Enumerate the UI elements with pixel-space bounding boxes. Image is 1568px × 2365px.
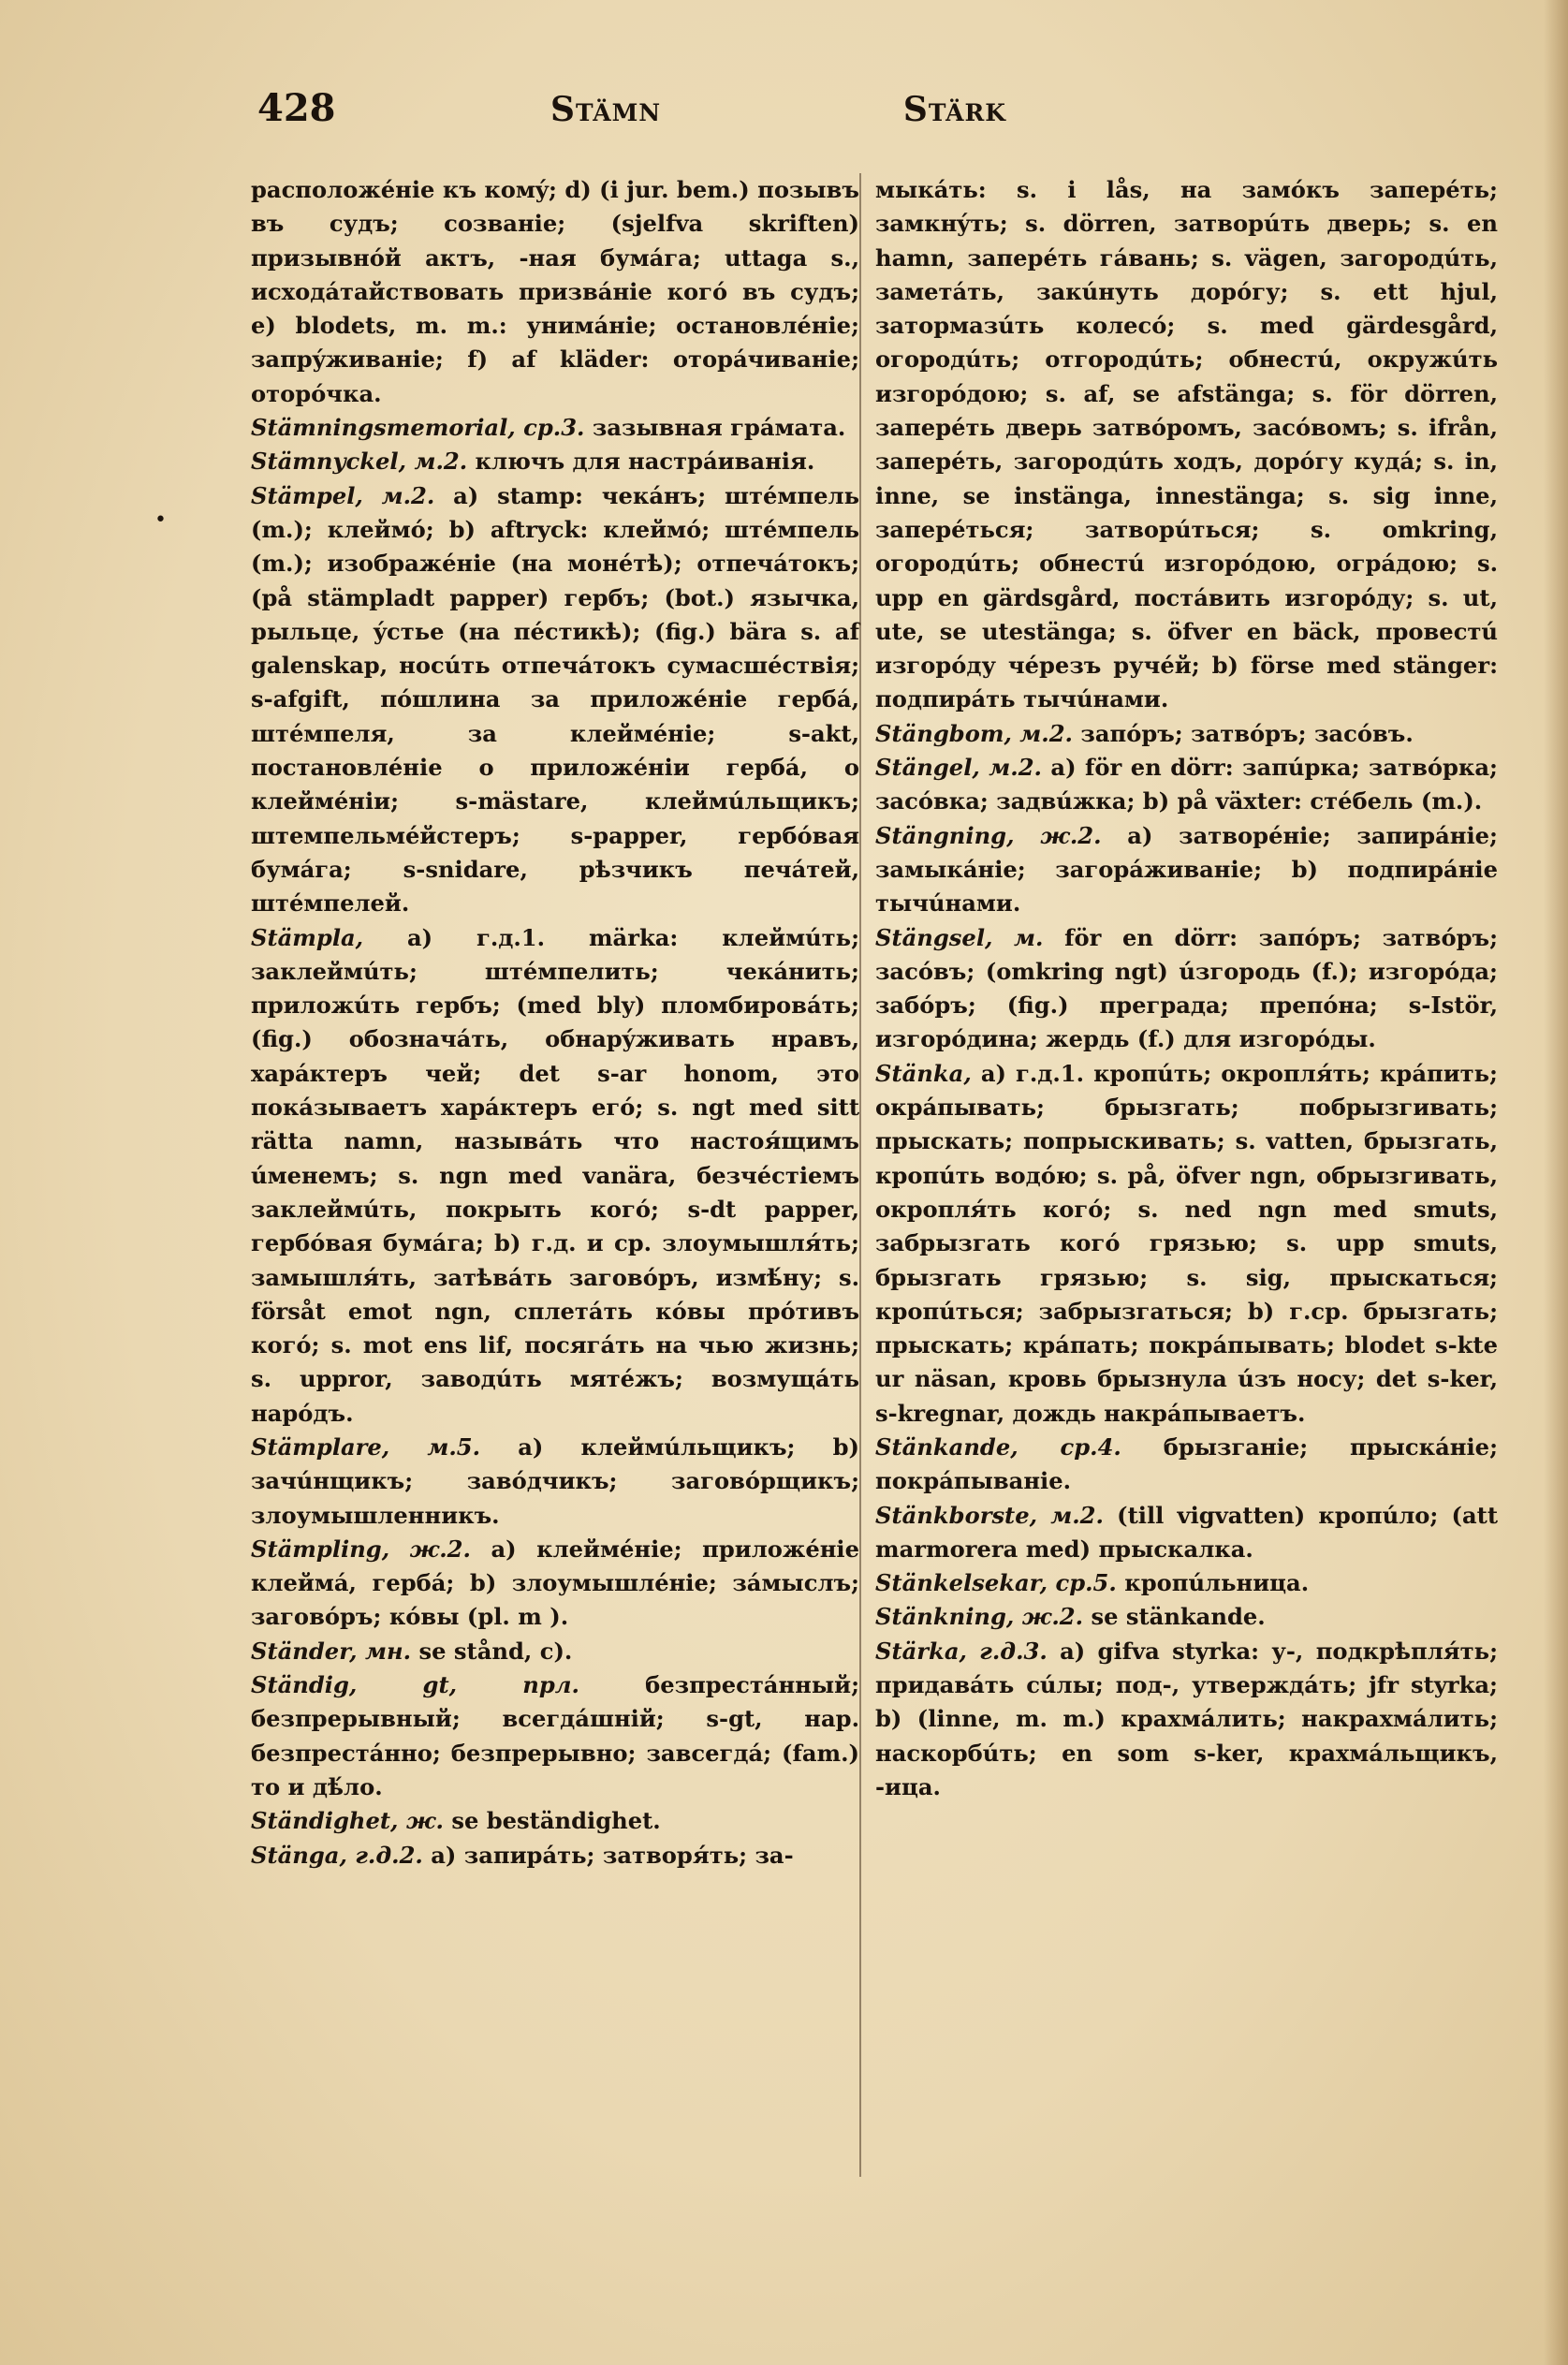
right-column [875, 173, 1498, 1804]
dictionary-entry [251, 921, 859, 1431]
entry-headword: Ständer, мн. [251, 1637, 412, 1665]
entry-headword: Stämnyckel, м.2. [251, 448, 468, 476]
entry-definition: ключъ для настрáиванія. [467, 448, 815, 476]
entry-headword: Stängel, м.2. [875, 754, 1042, 782]
dictionary-entry [875, 819, 1498, 921]
entry-definition: брызганіе; прыскáніе; покрáпываніе. [875, 1432, 1498, 1495]
entry-headword: Ständig, gt, прл. [251, 1671, 579, 1699]
entry-headword: Stämningsmemorial, ср.3. [251, 414, 585, 442]
dictionary-entry [251, 1635, 859, 1668]
dictionary-entry [875, 173, 1498, 717]
entry-definition: a) stamp: чекáнъ; штéмпель (m.); клеймó; b) aftryck: клеймó; штéмпель (m.); изображéніе (на монéтѣ); отпечáтокъ; (på stämpladt papper) гербъ; (bot.) язычка, рыльце, ýстье (на пéстикѣ); (fig.) bära s. af galenskap, носúть отпечáтокъ сумасшéствія; s-afgift, пóшлина за приложéніе гербá, штéмпеля, за клеймéніе; s-akt, постановлéніе о приложéніи гербá, о клеймéніи; s-mästare, клеймúльщикъ; штемпельмéйстеръ; s-papper, гербóвая бумáга; s-snidare, рѣзчикъ печáтей, штéмпелей. [251, 481, 859, 918]
dictionary-entry [875, 1566, 1498, 1600]
entry-definition: (till vigvatten) кропúло; (att marmorera med) прыскалка. [875, 1501, 1499, 1563]
entry-headword: Stämpling, ж.2. [251, 1535, 471, 1563]
entry-definition: a) клеймúльщикъ; b) зачúнщикъ; завóдчикъ; заговóрщикъ; злоумышленникъ. [251, 1432, 859, 1529]
entry-headword: Stängbom, м.2. [875, 719, 1073, 747]
dictionary-entry [875, 1499, 1498, 1567]
entry-headword: Stämpel, м.2. [251, 481, 435, 509]
entry-headword: Stämpla, [251, 923, 364, 951]
entry-definition: se stänkande. [1083, 1603, 1266, 1631]
dictionary-entry [251, 1431, 859, 1533]
page-header [253, 86, 1315, 142]
running-head-left: Stämn [550, 90, 662, 129]
dictionary-entry [875, 1600, 1498, 1634]
entry-definition: запóръ; затвóръ; засóвъ. [1072, 719, 1414, 747]
entry-headword: Stängsel, м. [875, 923, 1044, 951]
entry-headword: Stänkande, ср.4. [875, 1432, 1121, 1461]
dictionary-entry [251, 173, 859, 411]
dictionary-entry [251, 445, 859, 478]
dictionary-entry [875, 717, 1498, 751]
dictionary-entry [875, 1057, 1498, 1431]
left-column [251, 173, 859, 1873]
column-divider [859, 173, 861, 2177]
entry-definition: безпрестáнный; безпрерывный; всегдáшній; s-gt, нар. безпрестáнно; безпрерывно; завсегдá; (fam.) то и дѣ́ло. [251, 1671, 859, 1800]
entry-headword: Ständighet, ж. [251, 1807, 444, 1835]
dictionary-entry [251, 411, 859, 445]
entry-headword: Stämplare, м.5. [251, 1432, 481, 1461]
entry-definition: a) för en dörr: запúрка; затвóрка; засóвка; задвúжка; b) på växter: стéбель (m.). [875, 754, 1498, 815]
entry-headword: Stänga, г.д.2. [251, 1841, 423, 1869]
entry-definition: a) запирáть; затворя́ть; за- [422, 1841, 794, 1869]
entry-definition: расположéніе къ комý; d) (i jur. bem.) позывъ въ судъ; созваніе; (sjelfva skriften) призывнóй актъ, -ная бумáга; uttaga s., исходáтайствовать призвáніе когó въ судъ; e) blodets, m. m.: унимáніе; остановлéніе; запрýживаніе; f) af kläder: оторáчиваніе; оторóчка. [251, 176, 859, 407]
entry-definition: se beständighet. [443, 1807, 661, 1835]
entry-headword: Stänka, [875, 1059, 972, 1087]
entry-definition: a) клеймéніе; приложéніе клеймá, гербá; b) злоумышлéніе; зáмыслъ; заговóръ; кóвы (pl. m ). [251, 1535, 859, 1631]
dictionary-entry [251, 479, 859, 921]
entry-headword: Stänkborste, м.2. [875, 1501, 1104, 1529]
entry-definition: зазывная грáмата. [584, 414, 846, 442]
dictionary-entry [251, 1839, 859, 1873]
entry-headword: Stängning, ж.2. [875, 821, 1102, 849]
entry-definition: кропúльница. [1116, 1569, 1310, 1597]
entry-headword: Stänkning, ж.2. [875, 1603, 1084, 1631]
dictionary-entry [875, 751, 1498, 819]
dictionary-entry [875, 921, 1498, 1057]
entry-definition: a) г.д.1. märka: клеймúть; заклеймúть; штéмпелить; чекáнить; приложúть гербъ; (med bly) пломбировáть; (fig.) обозначáть, обнарýживать нравъ, харáктеръ чей; det s-ar honom, это покáзываетъ харáктеръ егó; s. ngt med sitt rätta namn, называ́ть что настоя́щимъ úменемъ; s. ngn med vanära, безчéстіемъ заклеймúть, покрыть когó; s-dt papper, гербóвая бумáга; b) г.д. и ср. злоумышля́ть; замышля́ть, затѣвáть заговóръ, измѣ́ну; s. försåt emot ngn, сплетáть кóвы прóтивъ когó; s. mot ens lif, посягáть на чью жизнь; s. uppror, заводúть мятéжъ; возмущáть нарóдъ. [251, 923, 859, 1427]
entry-definition: мыкáть: s. i lås, на замóкъ заперéть; замкнýть; s. dörren, затворúть дверь; s. en hamn, заперéть гáвань; s. vägen, загородúть, заметáть, закúнуть дорóгу; s. ett hjul, затормазúть колесó; s. med gärdesgård, огородúть; отгородúть; обнестú, окружúть изгорóдою; s. af, se afstänga; s. för dörren, заперéть дверь затвóромъ, засóвомъ; s. ifrån, заперéть, загородúть ходъ, дорóгу кудá; s. in, inne, se instänga, innestänga; s. sig inne, заперéться; затворúться; s. omkring, огородúть; обнестú изгорóдою, огрáдою; s. upp en gärdsgård, постáвить изгорóду; s. ut, ute, se utestänga; s. öfver en bäck, провестú изгорóду чéрезъ ручéй; b) förse med stänger: подпирáть тычúнами. [875, 176, 1498, 713]
entry-headword: Stärka, г.д.3. [875, 1637, 1048, 1665]
entry-definition: se stånd, c). [411, 1637, 573, 1665]
entry-headword: Stänkelsekar, ср.5. [875, 1569, 1117, 1597]
dictionary-entry [251, 1804, 859, 1838]
margin-bullet: • [154, 508, 167, 532]
entry-definition: a) gifva styrka: у-, подкрѣпля́ть; придавáть сúлы; под-, утверждáть; jfr styrka; b) (linne, m. m.) крахмáлить; накрахмáлить; наскорбúть; en som s-ker, крахмáльщикъ, -ица. [875, 1637, 1498, 1800]
entry-definition: a) затворéніе; запирáніе; замыкáніе; загорáживаніе; b) подпирáніе тычúнами. [875, 821, 1498, 918]
dictionary-entry [875, 1431, 1498, 1499]
page-number: 428 [257, 86, 336, 130]
dictionary-entry [251, 1533, 859, 1635]
running-head-right: Stärk [902, 90, 1006, 129]
entry-definition: för en dörr: запóръ; затвóръ; засóвъ; (omkring ngt) úзгородь (f.); изгорóда; забóръ; (fig.) преграда; препóна; s-Istör, изгорóдина; жердь (f.) для изгорóды. [875, 923, 1498, 1053]
dictionary-entry [251, 1668, 859, 1804]
entry-definition: a) г.д.1. кропúть; окропля́ть; крáпить; окрáпывать; брызгать; побрызгивать; прыскать; попрыскивать; s. vatten, брызгать, кропúть водóю; s. på, öfver ngn, обрызгивать, окропля́ть когó; s. ned ngn med smuts, забрызгать когó грязью; s. upp smuts, брызгать грязью; s. sig, прыскаться; кропúться; забрызгаться; b) г.ср. брызгать; прыскать; крáпать; покрáпывать; blodet s-kte ur näsan, кровь брызнула úзъ носу; det s-ker, s-kregnar, дождь накрáпываетъ. [875, 1059, 1498, 1427]
dictionary-entry [875, 1635, 1498, 1804]
